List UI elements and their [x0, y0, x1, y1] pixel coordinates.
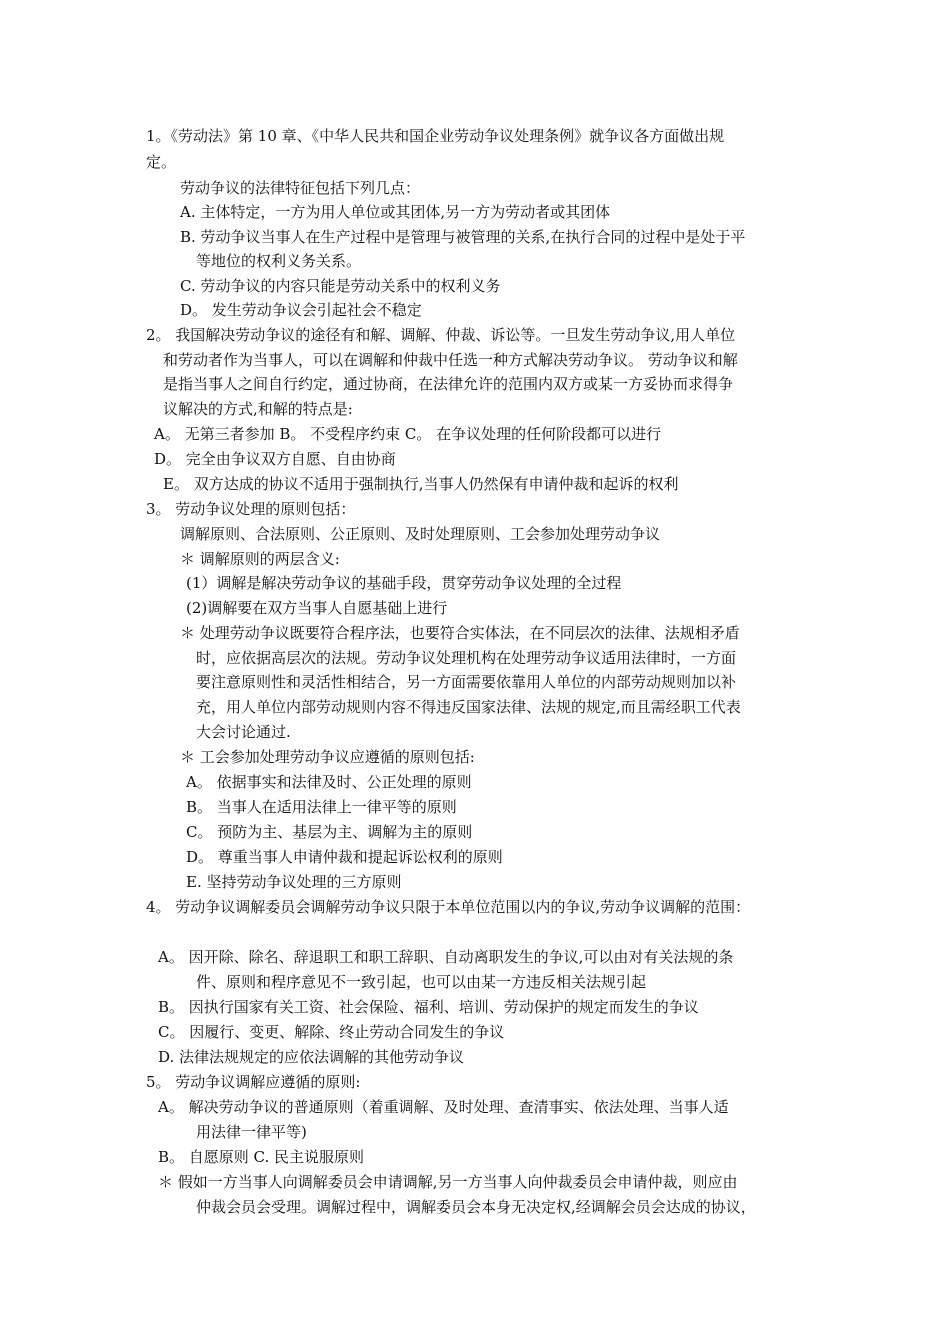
text-line: C。 因履行、变更、解除、终止劳动合同发生的争议: [158, 1023, 505, 1041]
text-line: D。 发生劳动争议会引起社会不稳定: [180, 301, 422, 319]
text-line: 3。 劳动争议处理的原则包括：: [146, 500, 356, 518]
text-line: C. 劳动争议的内容只能是劳动关系中的权利义务: [180, 277, 501, 295]
text-line: D. 法律法规规定的应依法调解的其他劳动争议: [158, 1048, 465, 1066]
text-line: 仲裁会员会受理。调解过程中，调解委员会本身无决定权,经调解会员会达成的协议，: [196, 1198, 756, 1216]
text-line: ＊ 假如一方当事人向调解委员会申请调解,另一方当事人向仲裁委员会申请仲裁，则应由: [158, 1173, 738, 1191]
text-line: E. 坚持劳动争议处理的三方原则: [186, 873, 402, 891]
text-line: 用法律一律平等): [196, 1123, 307, 1141]
text-line: ＊ 调解原则的两层含义:: [180, 550, 340, 568]
text-line: A。 依据事实和法律及时、公正处理的原则: [186, 773, 472, 791]
text-line: 是指当事人之间自行约定，通过协商，在法律允许的范围内双方或某一方妥协而求得争: [163, 375, 734, 393]
text-line: B。 自愿原则 C. 民主说服原则: [158, 1148, 365, 1166]
text-line: 劳动争议的法律特征包括下列几点：: [180, 179, 421, 197]
text-line: 和劳动者作为当事人，可以在调解和仲裁中任选一种方式解决劳动争议。 劳动争议和解: [163, 351, 738, 369]
text-line: 大会讨论通过.: [196, 723, 291, 741]
text-line: ＊ 工会参加处理劳动争议应遵循的原则包括:: [180, 748, 475, 766]
text-line: 定。: [146, 153, 177, 171]
text-line: D。 尊重当事人申请仲裁和提起诉讼权利的原则: [186, 848, 503, 866]
text-line: A。 解决劳动争议的普通原则（着重调解、及时处理、查清事实、依法处理、当事人适: [158, 1098, 729, 1116]
text-line: 4。 劳动争议调解委员会调解劳动争议只限于本单位范围以内的争议,劳动争议调解的范围：: [146, 898, 751, 916]
text-line: A。 无第三者参加 B。 不受程序约束 C。 在争议处理的任何阶段都可以进行: [154, 425, 662, 443]
text-line: (2)调解要在双方当事人自愿基础上进行: [186, 599, 448, 617]
text-line: 等地位的权利义务关系。: [196, 252, 362, 270]
text-line: 2。 我国解决劳动争议的途径有和解、调解、仲裁、诉讼等。一旦发生劳动争议,用人单位: [146, 326, 736, 344]
text-line: 时，应依据高层次的法规。劳动争议处理机构在处理劳动争议适用法律时，一方面: [196, 649, 737, 667]
text-line: B。 当事人在适用法律上一律平等的原则: [186, 798, 457, 816]
text-line: C。 预防为主、基层为主、调解为主的原则: [186, 823, 473, 841]
text-line: 调解原则、合法原则、公正原则、及时处理原则、工会参加处理劳动争议: [180, 525, 661, 543]
text-line: 议解决的方式,和解的特点是:: [163, 400, 353, 418]
text-line: 充，用人单位内部劳动规则内容不得违反国家法律、法规的规定,而且需经职工代表: [196, 698, 741, 716]
text-line: 件、原则和程序意见不一致引起，也可以由某一方违反相关法规引起: [196, 973, 647, 991]
text-line: B. 劳动争议当事人在生产过程中是管理与被管理的关系,在执行合同的过程中是处于平: [180, 228, 746, 246]
text-line: A. 主体特定，一方为用人单位或其团体,另一方为劳动者或其团体: [180, 203, 611, 221]
text-line: E。 双方达成的协议不适用于强制执行,当事人仍然保有申请仲裁和起诉的权利: [163, 475, 679, 493]
text-line: A。 因开除、除名、辞退职工和职工辞职、自动离职发生的争议,可以由对有关法规的条: [158, 948, 734, 966]
text-line: D。 完全由争议双方自愿、自由协商: [154, 450, 396, 468]
text-line: B。 因执行国家有关工资、社会保险、福利、培训、劳动保护的规定而发生的争议: [158, 998, 699, 1016]
text-line: 1。《劳动法》第 10 章、《中华人民共和国企业劳动争议处理条例》就争议各方面做出规: [146, 127, 725, 145]
text-line: (1）调解是解决劳动争议的基础手段，贯穿劳动争议处理的全过程: [186, 574, 622, 592]
text-line: 5。 劳动争议调解应遵循的原则:: [146, 1073, 361, 1091]
text-line: 要注意原则性和灵活性相结合，另一方面需要依靠用人单位的内部劳动规则加以补: [196, 673, 737, 691]
text-line: ＊ 处理劳动争议既要符合程序法，也要符合实体法，在不同层次的法律、法规相矛盾: [180, 624, 740, 642]
